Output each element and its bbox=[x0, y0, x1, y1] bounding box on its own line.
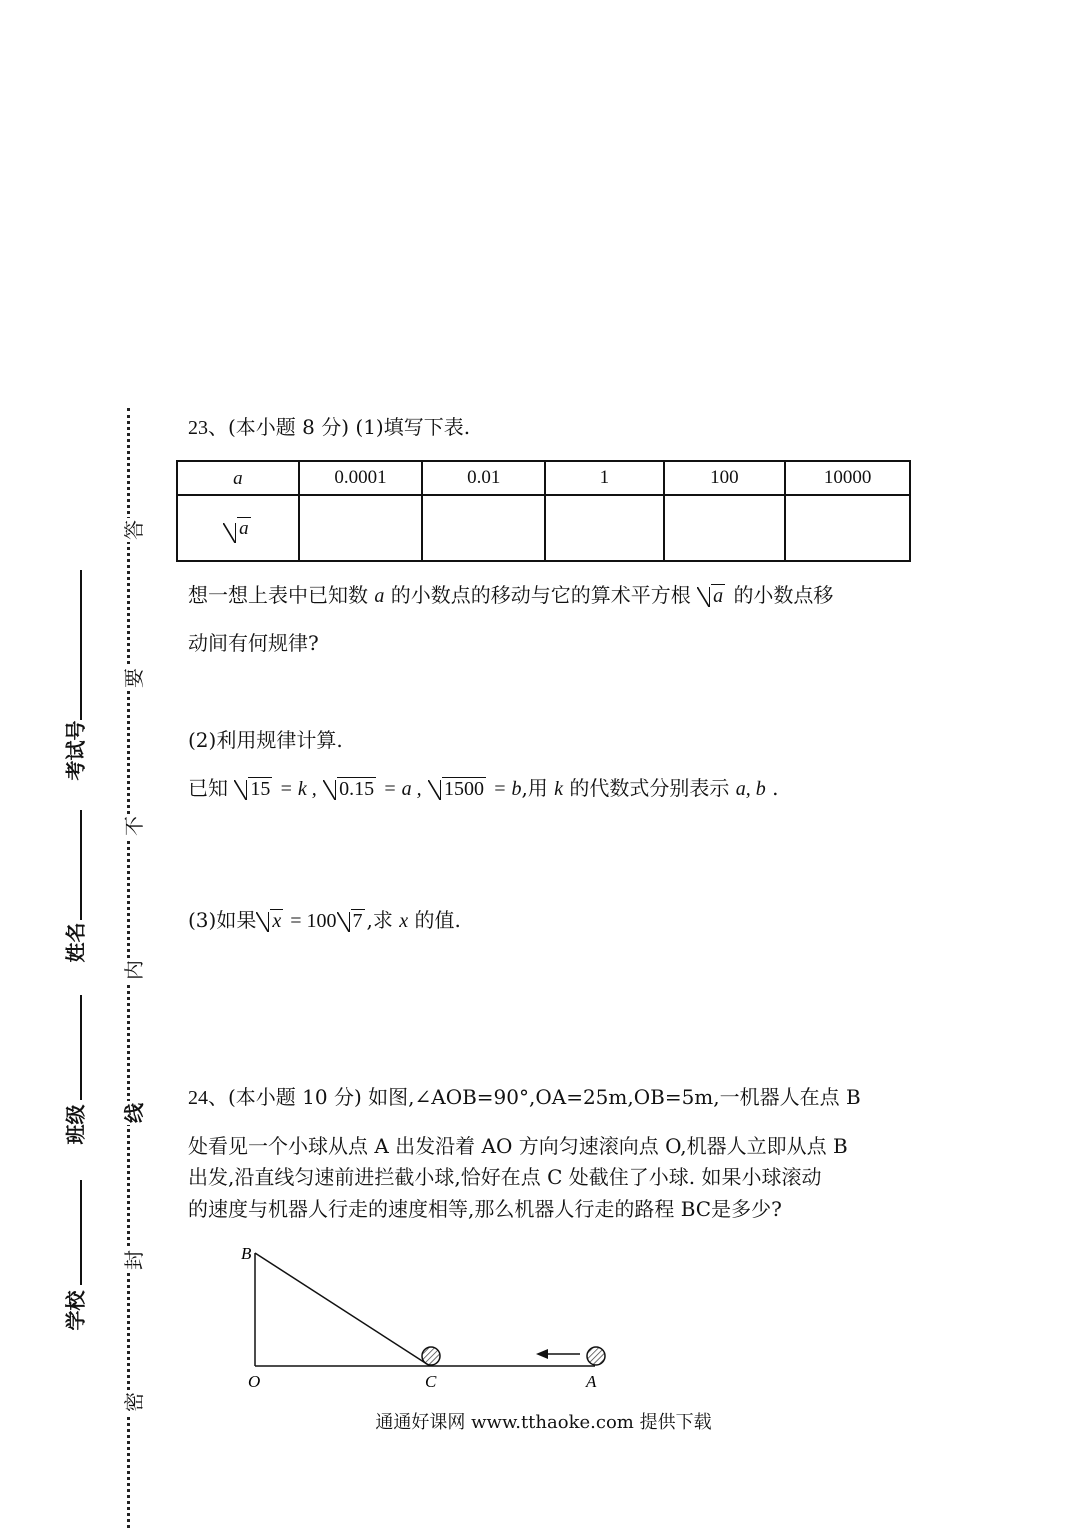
name-label: 姓名 bbox=[63, 922, 88, 963]
q23-heading bbox=[188, 413, 470, 442]
ball-at-C bbox=[422, 1347, 440, 1365]
q23-number: 23、 bbox=[188, 417, 228, 439]
table-row bbox=[177, 495, 910, 561]
q24-line4: 的速度与机器人行走的速度相等,那么机器人行走的路程 BC是多少? bbox=[188, 1197, 782, 1221]
table-row bbox=[177, 461, 910, 495]
table-cell: 100 bbox=[664, 461, 786, 495]
table-cell: 0.01 bbox=[422, 461, 545, 495]
q23-think-line2: 动间有何规律? bbox=[188, 631, 319, 655]
q24-figure bbox=[230, 1235, 630, 1395]
sqrt-symbol: a bbox=[697, 581, 725, 610]
table-cell: 10000 bbox=[785, 461, 910, 495]
table-cell: 0.0001 bbox=[299, 461, 423, 495]
class-label: 班级 bbox=[63, 1104, 88, 1145]
answer-cell[interactable] bbox=[545, 495, 664, 561]
seal-char-xian: 线 bbox=[122, 1103, 146, 1123]
q24-line3: 出发,沿直线匀速前进拦截小球,恰好在点 C 处截住了小球. 如果小球滚动 bbox=[188, 1165, 822, 1189]
q23-think-line1: 想一想上表中已知数 a 的小数点的移动与它的算术平方根 a 的小数点移 bbox=[188, 581, 833, 610]
answer-cell[interactable] bbox=[422, 495, 545, 561]
exam-number-line bbox=[80, 570, 82, 720]
answer-cell[interactable] bbox=[299, 495, 423, 561]
answer-cell[interactable] bbox=[664, 495, 786, 561]
table-cell: 1 bbox=[545, 461, 664, 495]
q24-points: (本小题 10 分) bbox=[228, 1085, 362, 1109]
seal-char-da: 答 bbox=[122, 520, 146, 540]
table-header-sqrt-a bbox=[177, 495, 299, 561]
seal-char-mi: 密 bbox=[122, 1392, 146, 1412]
label-C: C bbox=[425, 1372, 437, 1391]
sqrt-symbol: a bbox=[223, 517, 251, 540]
seal-char-yao: 要 bbox=[122, 668, 146, 688]
q23-points: (本小题 8 分) bbox=[228, 415, 350, 439]
arrow-head-icon bbox=[536, 1349, 548, 1359]
school-line bbox=[80, 1180, 82, 1285]
label-O: O bbox=[248, 1372, 261, 1391]
exam-number-label: 考试号 bbox=[63, 720, 88, 781]
seal-char-nei: 内 bbox=[122, 960, 146, 980]
q24-line1: 24、(本小题 10 分) 如图,∠AOB=90°,OA=25m,OB=5m,一机器人在点 B bbox=[188, 1085, 861, 1109]
answer-cell[interactable] bbox=[785, 495, 910, 561]
school-label: 学校 bbox=[63, 1290, 88, 1331]
label-B: B bbox=[241, 1244, 252, 1263]
name-line bbox=[80, 810, 82, 920]
table-header-a: a bbox=[177, 461, 299, 495]
q23-part1: (1)填写下表. bbox=[355, 415, 471, 439]
q24-number: 24、 bbox=[188, 1087, 228, 1109]
seal-char-feng: 封 bbox=[122, 1250, 146, 1270]
label-A: A bbox=[586, 1372, 597, 1391]
ball-at-A bbox=[587, 1347, 605, 1365]
q23-table bbox=[176, 460, 911, 562]
q24-line2: 处看见一个小球从点 A 出发沿着 AO 方向匀速滚向点 O,机器人立即从点 B bbox=[188, 1134, 848, 1158]
segment-BC bbox=[255, 1253, 430, 1366]
q23-part2-statement: 已知 15 = k , 0.15 = a , 1500 = b,用 k 的代数式分别表示 a, b . bbox=[188, 774, 779, 803]
q23-part2: (2)利用规律计算. bbox=[188, 728, 343, 752]
class-line bbox=[80, 995, 82, 1100]
footer-credit: 通通好课网 www.tthaoke.com 提供下载 bbox=[375, 1412, 712, 1433]
seal-char-bu: 不 bbox=[122, 816, 146, 836]
q23-part3: (3)如果 x = 100 7 ,求 x 的值. bbox=[188, 906, 461, 935]
